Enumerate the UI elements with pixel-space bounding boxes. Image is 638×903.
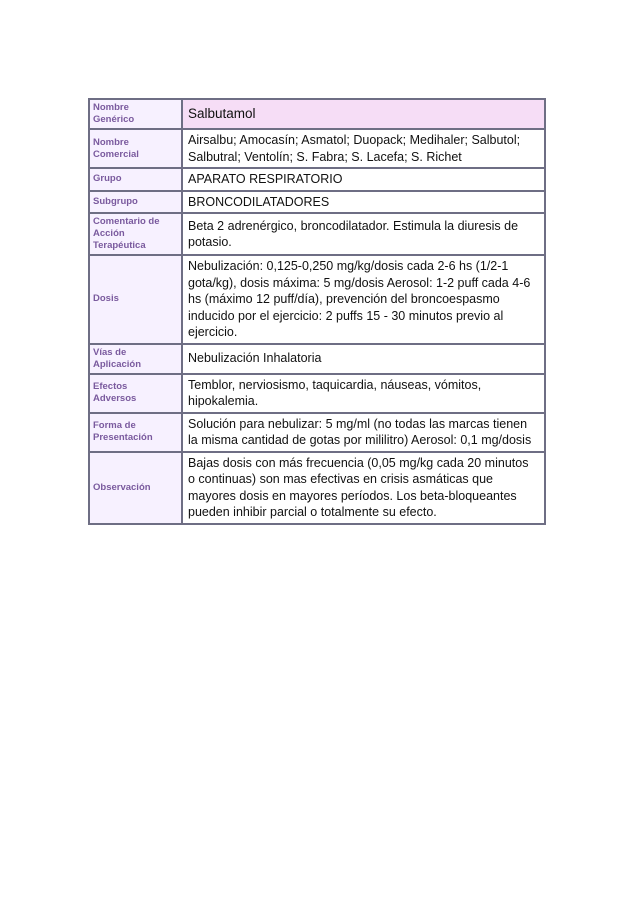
value-cell	[182, 413, 545, 452]
row-value: BRONCODILATADORES	[188, 194, 330, 209]
label-cell	[89, 344, 182, 374]
row-value: Nebulización Inhalatoria	[188, 351, 322, 366]
row-label: Forma de Presentación	[93, 420, 153, 443]
value-cell	[182, 168, 545, 191]
row-label: Observación	[93, 481, 151, 493]
row-nombre-comercial	[89, 129, 545, 168]
value-cell	[182, 344, 545, 374]
row-label: Grupo	[93, 173, 122, 185]
row-value: Bajas dosis con más frecuencia (0,05 mg/kg cada 20 minutos o continuas) son mas efectivas en crisis asmáticas que mayores dosis en mayores períodos. Los beta-bloqueantes pueden inhibir parcial o totalmente su efecto.	[188, 455, 529, 519]
row-label: Nombre Comercial	[93, 136, 139, 160]
label-cell	[89, 129, 182, 168]
row-dosis	[89, 255, 545, 344]
drug-info-table	[88, 98, 546, 525]
label-cell	[89, 255, 182, 344]
value-cell	[182, 99, 545, 129]
row-value: Salbutamol	[188, 105, 256, 121]
value-cell	[182, 129, 545, 168]
label-cell	[89, 374, 182, 413]
row-vias-aplicacion	[89, 344, 545, 374]
row-value: Nebulización: 0,125-0,250 mg/kg/dosis cada 2-6 hs (1/2-1 gota/kg), dosis máxima: 5 mg/dosis Aerosol: 1-2 puff cada 4-6 hs (máximo 12 puff/día), prevención del broncoespasmo inducido por el ejercicio: 2 puffs 15 - 30 minutos previo al ejercicio.	[188, 259, 531, 339]
row-value: APARATO RESPIRATORIO	[188, 172, 343, 186]
row-comentario	[89, 213, 545, 255]
label-cell	[89, 452, 182, 524]
value-cell	[182, 191, 545, 214]
label-cell	[89, 213, 182, 255]
label-cell	[89, 413, 182, 452]
row-value: Solución para nebulizar: 5 mg/ml (no todas las marcas tienen la misma cantidad de gotas por mililitro) Aerosol: 0,1 mg/dosis	[188, 416, 532, 447]
row-label: Vías de Aplicación	[93, 346, 142, 370]
row-value: Beta 2 adrenérgico, broncodilatador. Estimula la diuresis de potasio.	[188, 218, 519, 249]
row-label: Efectos Adversos	[93, 381, 137, 404]
row-value: Temblor, nerviosismo, taquicardia, náuseas, vómitos, hipokalemia.	[188, 377, 482, 408]
row-label: Dosis	[93, 293, 119, 305]
value-cell	[182, 255, 545, 344]
row-label: Nombre Genérico	[93, 102, 135, 125]
row-value: Airsalbu; Amocasín; Asmatol; Duopack; Medihaler; Salbutol; Salbutral; Ventolín; S. Fabra; S. Lacefa; S. Richet	[188, 133, 521, 164]
row-subgrupo	[89, 191, 545, 214]
row-forma-presentacion	[89, 413, 545, 452]
value-cell	[182, 374, 545, 413]
label-cell	[89, 99, 182, 129]
value-cell	[182, 213, 545, 255]
row-label: Subgrupo	[93, 195, 138, 207]
row-efectos-adversos	[89, 374, 545, 413]
row-grupo	[89, 168, 545, 191]
row-label: Comentario de Acción Terapéutica	[93, 216, 160, 251]
label-cell	[89, 168, 182, 191]
label-cell	[89, 191, 182, 214]
row-nombre-generico	[89, 99, 545, 129]
row-observacion	[89, 452, 545, 524]
value-cell	[182, 452, 545, 524]
